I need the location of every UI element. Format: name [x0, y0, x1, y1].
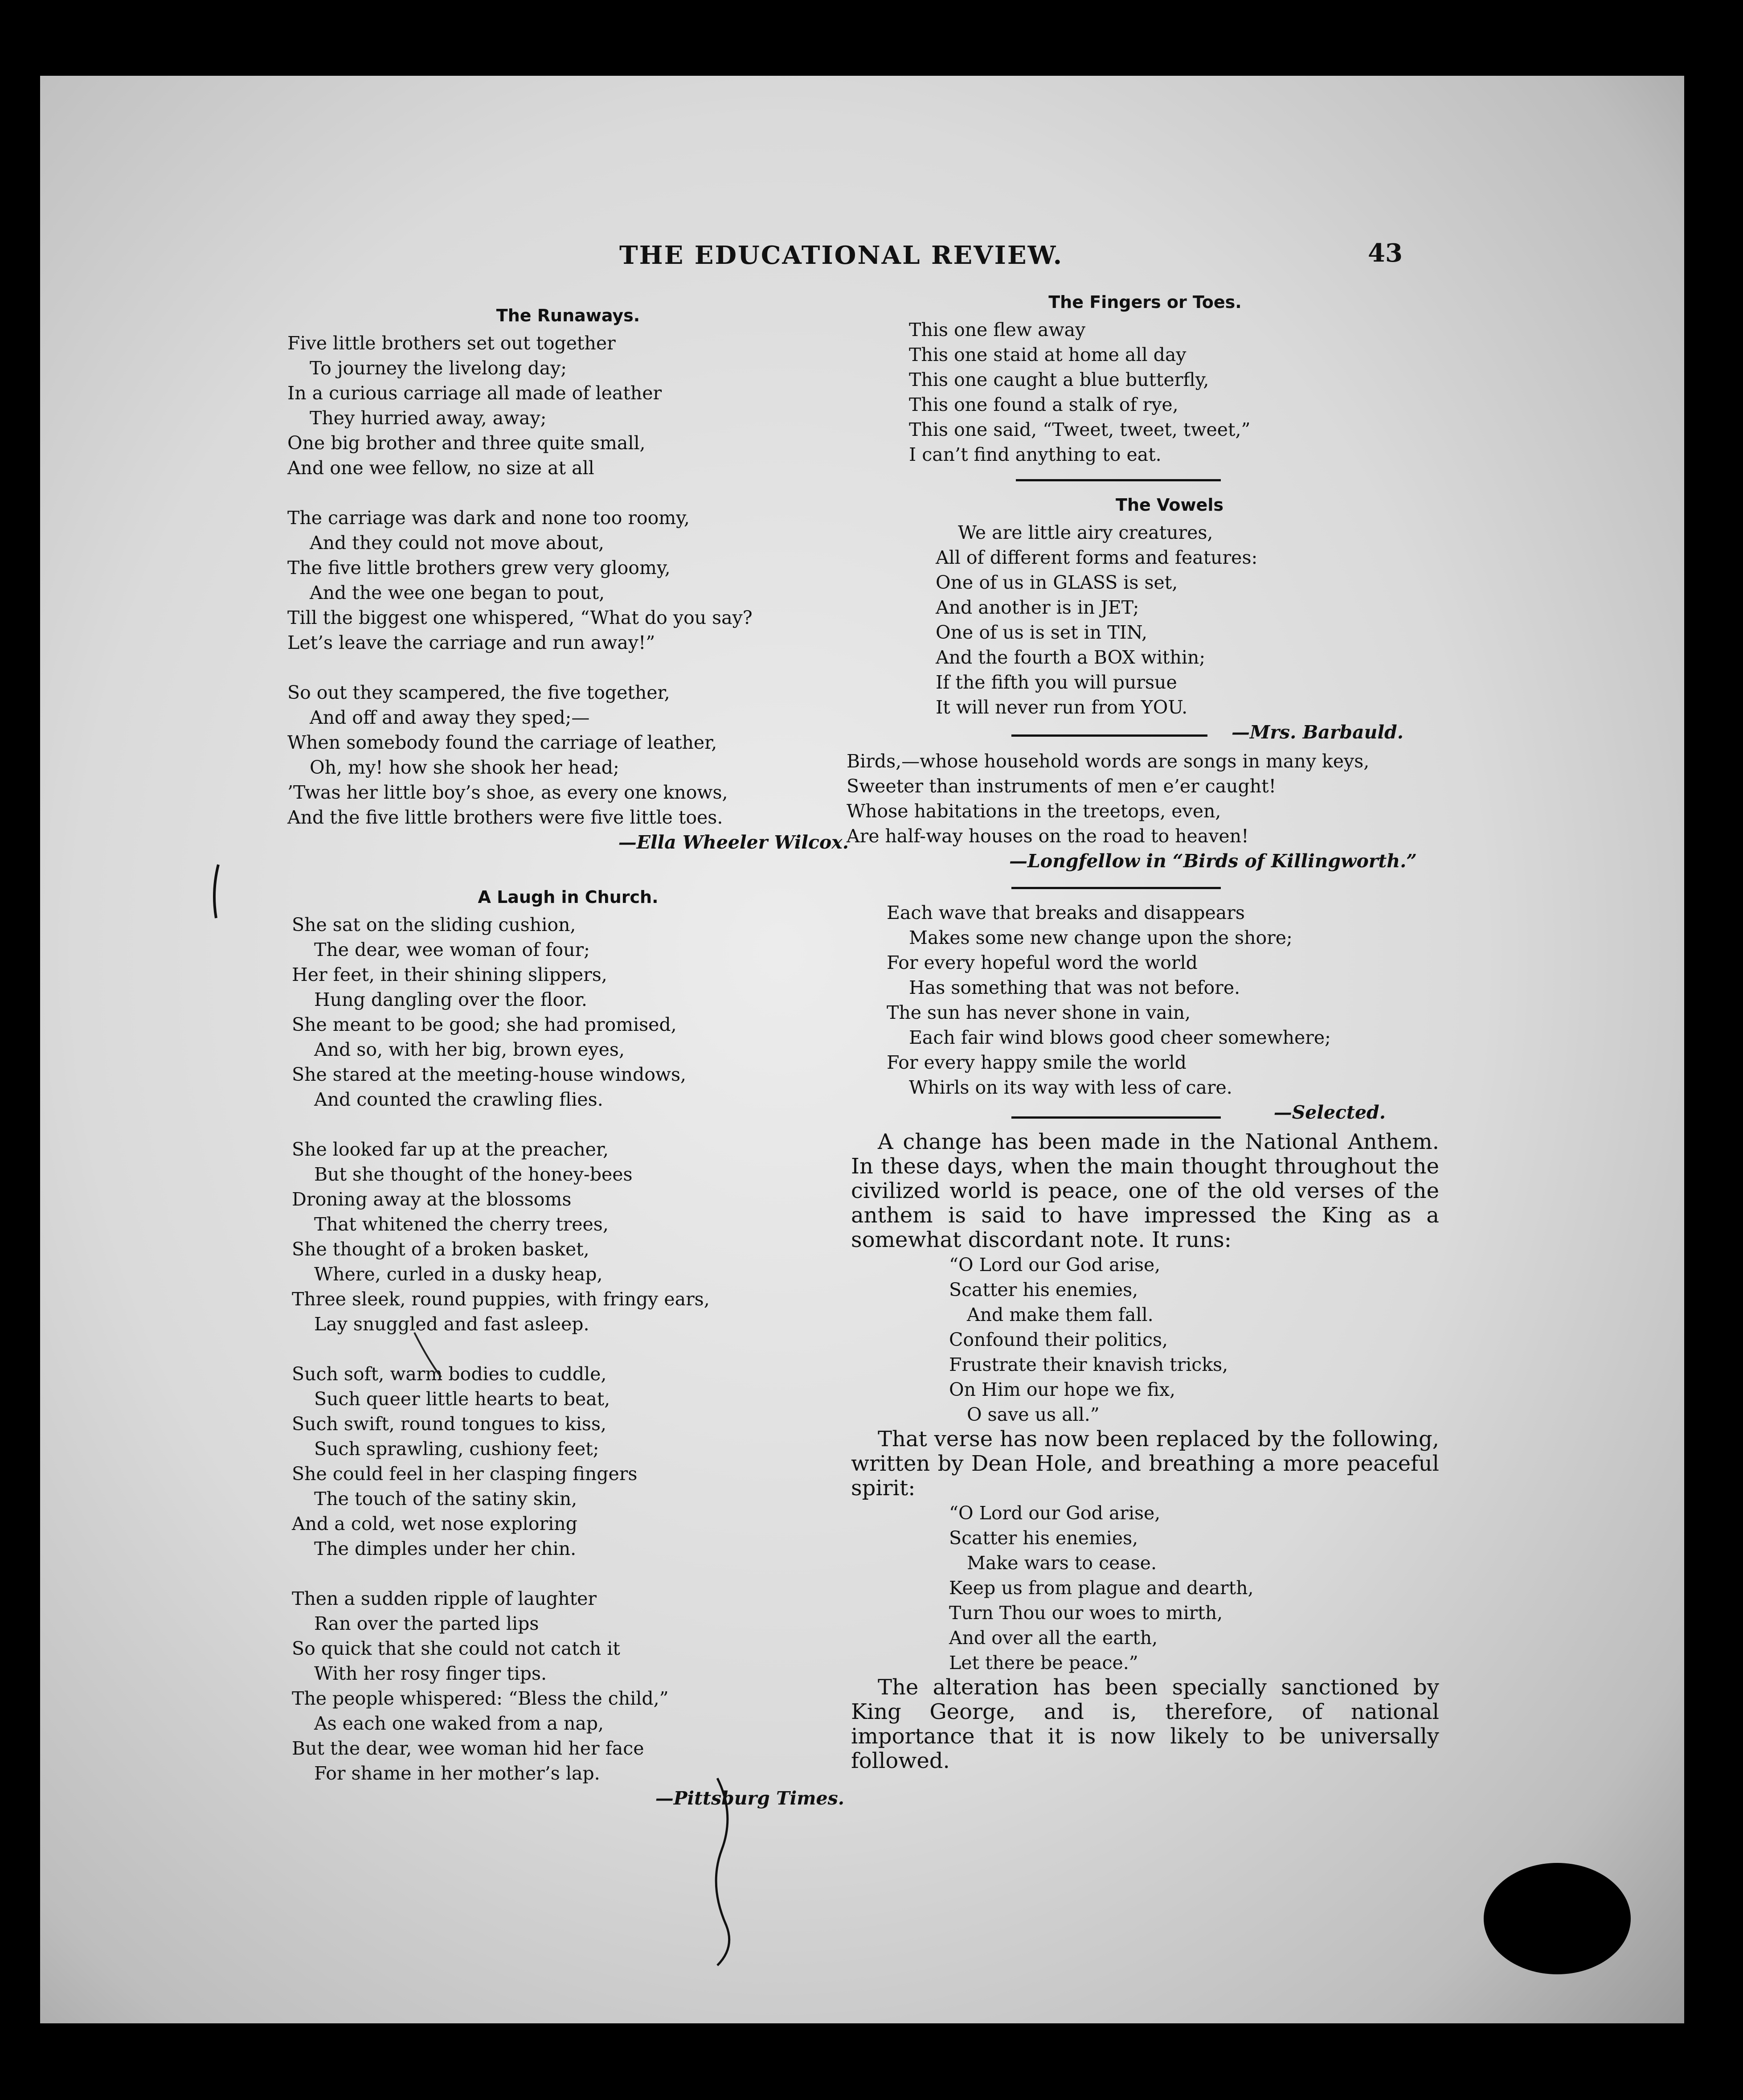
- page-number: 43: [1368, 238, 1403, 268]
- poem-line: For every hopeful word the world: [887, 952, 1198, 973]
- poem-line: But the dear, wee woman hid her face: [292, 1738, 644, 1759]
- poem-attribution: —Pittsburg Times.: [655, 1788, 844, 1809]
- poem-line: One of us is set in TIN,: [936, 622, 1148, 643]
- verse-line: “O Lord our God arise,: [949, 1254, 1161, 1276]
- verse-line: “O Lord our God arise,: [949, 1502, 1161, 1524]
- poem-line: Three sleek, round puppies, with fringy ears,: [292, 1288, 710, 1310]
- poem-line: Has something that was not before.: [909, 977, 1240, 998]
- poem-line: For shame in her mother’s lap.: [314, 1763, 600, 1784]
- poem-line: Sweeter than instruments of men e’er caught!: [847, 775, 1277, 797]
- poem-line: The touch of the satiny skin,: [314, 1488, 577, 1509]
- poem-line: With her rosy finger tips.: [314, 1663, 547, 1684]
- pencil-marks: [40, 76, 1684, 2023]
- article-paragraph: That verse has now been replaced by the following, written by Dean Hole, and breathing a more peaceful spirit:: [851, 1427, 1439, 1501]
- poem-line: Oh, my! how she shook her head;: [310, 757, 619, 778]
- poem-line: If the fifth you will pursue: [936, 672, 1177, 693]
- verse-line: Keep us from plague and dearth,: [949, 1577, 1254, 1599]
- poem-line: Where, curled in a dusky heap,: [314, 1263, 603, 1285]
- poem-attribution: —Longfellow in “Birds of Killingworth.”: [1009, 850, 1417, 872]
- poem-line: We are little airy creatures,: [958, 522, 1213, 543]
- poem-line: The sun has never shone in vain,: [887, 1002, 1191, 1023]
- article-paragraph: A change has been made in the National Anthem. In these days, when the main thought throughout the civilized world is peace, one of the old verses of the anthem is said to have impressed the King as a somewhat discordant note. It runs:: [851, 1129, 1439, 1252]
- poem-line: And they could not move about,: [310, 532, 604, 554]
- poem-line: And the wee one began to pout,: [310, 582, 605, 603]
- poem-line: For every happy smile the world: [887, 1052, 1187, 1073]
- poem-line: Are half-way houses on the road to heaven!: [847, 825, 1249, 847]
- poem-line: And counted the crawling flies.: [314, 1089, 603, 1110]
- poem-line: Such swift, round tongues to kiss,: [292, 1413, 607, 1435]
- poem-line: This one said, “Tweet, tweet, tweet,”: [909, 419, 1251, 440]
- poem-line: She sat on the sliding cushion,: [292, 914, 576, 935]
- poem-line: Lay snuggled and fast asleep.: [314, 1313, 589, 1335]
- verse-line: Make wars to cease.: [967, 1552, 1157, 1574]
- poem-line: To journey the livelong day;: [310, 357, 567, 379]
- poem-line: This one flew away: [909, 319, 1086, 340]
- verse-line: Turn Thou our woes to mirth,: [949, 1602, 1223, 1624]
- poem-attribution: —Mrs. Barbauld.: [1232, 722, 1403, 743]
- poem-title: A Laugh in Church.: [478, 887, 659, 907]
- poem-line: When somebody found the carriage of leather,: [287, 732, 717, 753]
- verse-line: And over all the earth,: [949, 1627, 1158, 1649]
- poem-line: Five little brothers set out together: [287, 332, 616, 354]
- poem-line: The five little brothers grew very gloomy,: [287, 557, 671, 578]
- poem-line: Her feet, in their shining slippers,: [292, 964, 607, 985]
- article-paragraph: The alteration has been specially sanctioned by King George, and is, therefore, of national importance that it is now likely to be universally followed.: [851, 1675, 1439, 1773]
- poem-attribution: —Selected.: [1273, 1102, 1386, 1123]
- poem-line: Let’s leave the carriage and run away!”: [287, 632, 655, 653]
- poem-line: And a cold, wet nose exploring: [292, 1513, 577, 1534]
- verse-line: Confound their politics,: [949, 1329, 1168, 1350]
- poem-line: The dear, wee woman of four;: [314, 939, 590, 960]
- poem-title: The Fingers or Toes.: [1048, 292, 1242, 312]
- poem-line: Such queer little hearts to beat,: [314, 1388, 610, 1410]
- poem-line: Makes some new change upon the shore;: [909, 927, 1293, 948]
- poem-line: This one found a stalk of rye,: [909, 394, 1178, 415]
- verse-line: Scatter his enemies,: [949, 1527, 1138, 1549]
- poem-line: They hurried away, away;: [310, 407, 547, 429]
- poem-line: And another is in JET;: [936, 597, 1139, 618]
- poem-line: One of us in GLASS is set,: [936, 572, 1178, 593]
- verse-line: O save us all.”: [967, 1404, 1100, 1425]
- poem-line: So out they scampered, the five together,: [287, 682, 670, 703]
- poem-line: All of different forms and features:: [936, 547, 1258, 568]
- poem-line: Whose habitations in the treetops, even,: [847, 800, 1221, 822]
- poem-line: And the five little brothers were five little toes.: [287, 807, 723, 828]
- poem-line: As each one waked from a nap,: [314, 1713, 604, 1734]
- poem-title: The Runaways.: [496, 306, 640, 325]
- poem-line: One big brother and three quite small,: [287, 432, 646, 454]
- poem-attribution: —Ella Wheeler Wilcox.: [618, 832, 849, 853]
- verse-line: Frustrate their knavish tricks,: [949, 1354, 1228, 1375]
- poem-line: In a curious carriage all made of leather: [287, 382, 662, 404]
- poem-line: It will never run from YOU.: [936, 697, 1188, 718]
- poem-title: The Vowels: [1116, 495, 1223, 515]
- poem-line: Each fair wind blows good cheer somewhere;: [909, 1027, 1331, 1048]
- poem-line: The carriage was dark and none too roomy,: [287, 507, 690, 529]
- poem-line: Droning away at the blossoms: [292, 1189, 572, 1210]
- poem-line: And the fourth a BOX within;: [936, 647, 1206, 668]
- poem-line: She looked far up at the preacher,: [292, 1139, 609, 1160]
- poem-line: I can’t find anything to eat.: [909, 444, 1162, 465]
- poem-line: And off and away they sped;—: [310, 707, 590, 728]
- poem-line: Birds,—whose household words are songs in many keys,: [847, 751, 1370, 772]
- poem-line: She meant to be good; she had promised,: [292, 1014, 677, 1035]
- verse-line: On Him our hope we fix,: [949, 1379, 1176, 1400]
- poem-line: The dimples under her chin.: [314, 1538, 577, 1559]
- poem-line: Each wave that breaks and disappears: [887, 902, 1245, 923]
- scan-hole-shadow: [1484, 1863, 1631, 1974]
- poem-line: So quick that she could not catch it: [292, 1638, 620, 1659]
- poem-line: Such sprawling, cushiony feet;: [314, 1438, 599, 1460]
- verse-line: Scatter his enemies,: [949, 1279, 1138, 1300]
- verse-line: And make them fall.: [967, 1304, 1154, 1325]
- poem-line: She stared at the meeting-house windows,: [292, 1064, 687, 1085]
- poem-line: Such soft, warm bodies to cuddle,: [292, 1363, 607, 1385]
- running-title: THE EDUCATIONAL REVIEW.: [619, 241, 1064, 270]
- poem-line: And one wee fellow, no size at all: [287, 457, 594, 479]
- poem-line: That whitened the cherry trees,: [314, 1214, 609, 1235]
- poem-line: And so, with her big, brown eyes,: [314, 1039, 625, 1060]
- verse-line: Let there be peace.”: [949, 1652, 1138, 1673]
- poem-line: Whirls on its way with less of care.: [909, 1077, 1232, 1098]
- poem-line: She thought of a broken basket,: [292, 1239, 589, 1260]
- poem-line: Hung dangling over the floor.: [314, 989, 587, 1010]
- poem-line: The people whispered: “Bless the child,”: [292, 1688, 669, 1709]
- poem-line: This one caught a blue butterfly,: [909, 369, 1209, 390]
- poem-line: This one staid at home all day: [909, 344, 1187, 365]
- page: [40, 76, 1684, 2023]
- poem-line: Then a sudden ripple of laughter: [292, 1588, 597, 1609]
- poem-line: ’Twas her little boy’s shoe, as every one knows,: [287, 782, 728, 803]
- poem-line: Till the biggest one whispered, “What do you say?: [287, 607, 753, 628]
- poem-line: But she thought of the honey-bees: [314, 1164, 633, 1185]
- poem-line: Ran over the parted lips: [314, 1613, 539, 1634]
- poem-line: She could feel in her clasping fingers: [292, 1463, 638, 1485]
